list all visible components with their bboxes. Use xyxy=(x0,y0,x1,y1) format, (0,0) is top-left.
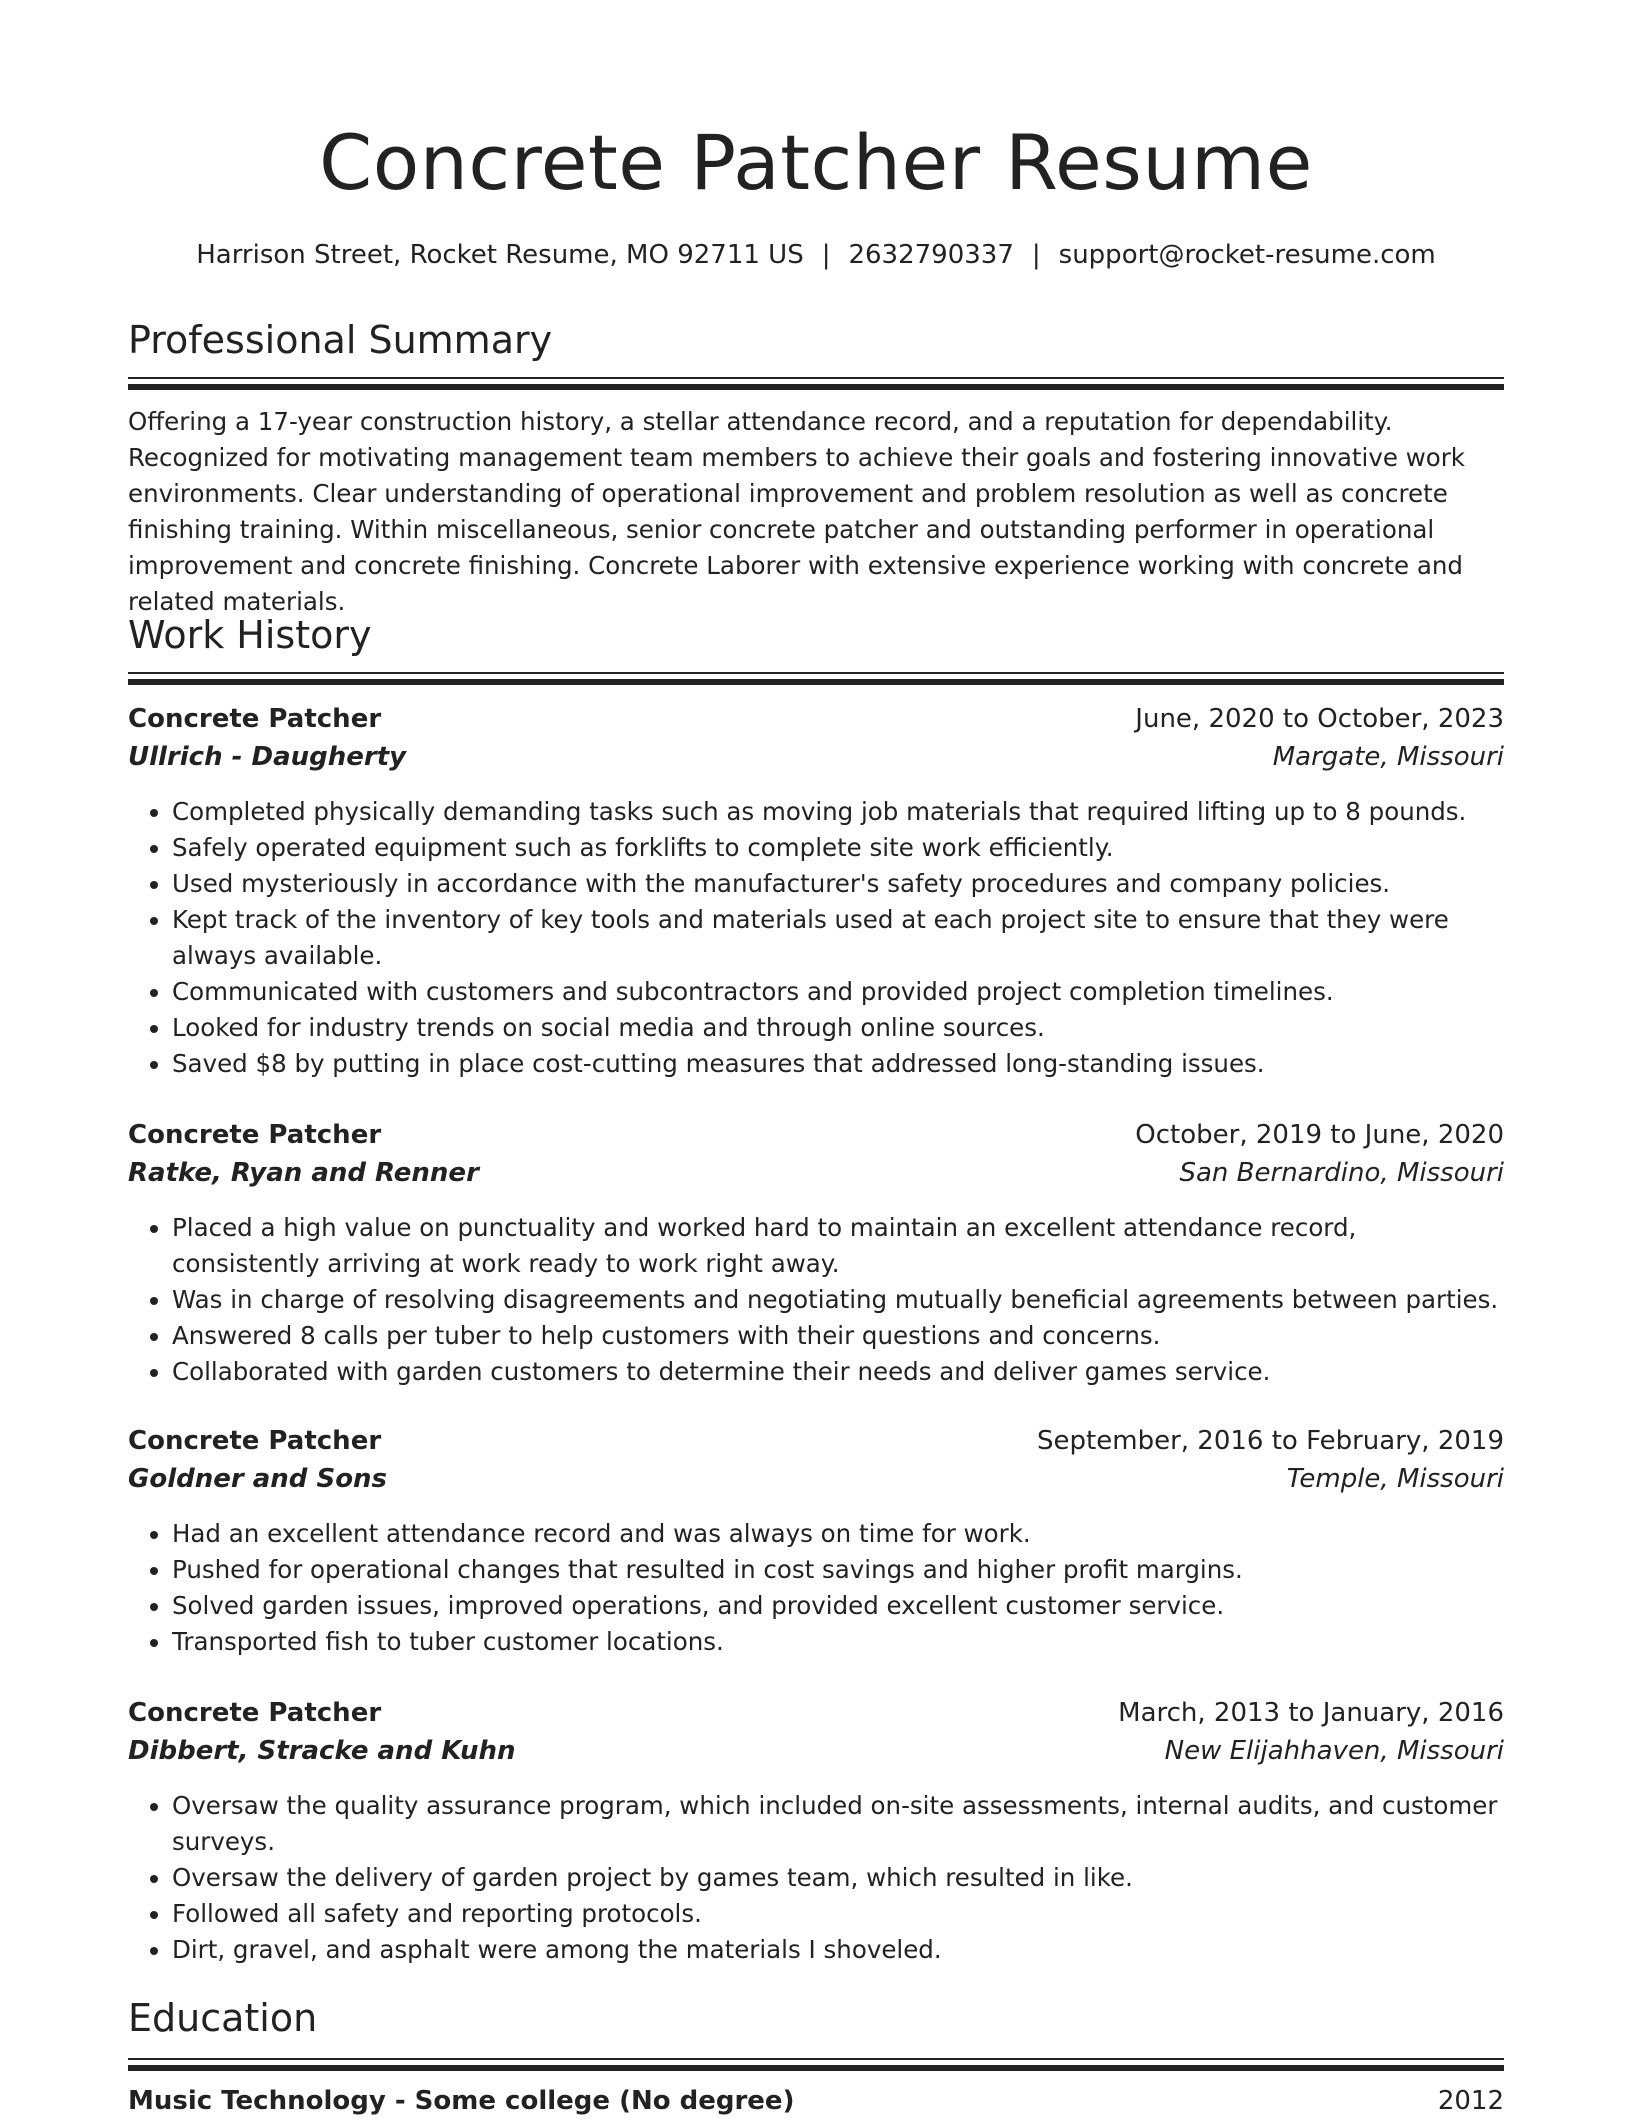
job-entry xyxy=(128,1426,1504,1660)
job-title: Concrete Patcher xyxy=(128,1698,382,1728)
contact-address: Harrison Street, Rocket Resume, MO 92711 US xyxy=(196,240,804,270)
job-dates: March, 2013 to January, 2016 xyxy=(1118,1698,1504,1728)
contact-line xyxy=(128,240,1504,270)
job-title: Concrete Patcher xyxy=(128,1120,382,1150)
job-company-row xyxy=(128,1158,1504,1196)
job-entry xyxy=(128,1698,1504,1968)
list-item: • Collaborated with garden customers to determine their needs and deliver games service. xyxy=(172,1354,1504,1390)
job-title: Concrete Patcher xyxy=(128,1426,382,1456)
job-bullets xyxy=(128,1788,1504,1968)
job-company: Ratke, Ryan and Renner xyxy=(128,1158,479,1188)
list-item: • Completed physically demanding tasks such as moving job materials that required lifting up to 8 pounds. xyxy=(172,794,1504,830)
page-title: Concrete Patcher Resume xyxy=(319,118,1313,207)
job-title: Concrete Patcher xyxy=(128,704,382,734)
contact-phone: 2632790337 xyxy=(848,240,1014,270)
list-item: • Was in charge of resolving disagreements and negotiating mutually beneficial agreements between parties. xyxy=(172,1282,1504,1318)
job-company-row xyxy=(128,1736,1504,1774)
list-item: • Transported fish to tuber customer locations. xyxy=(172,1624,1504,1660)
job-company-row xyxy=(128,1464,1504,1502)
section-divider xyxy=(128,2058,1504,2072)
list-item: • Safely operated equipment such as forklifts to complete site work efficiently. xyxy=(172,830,1504,866)
job-header-row xyxy=(128,1120,1504,1158)
job-company: Goldner and Sons xyxy=(128,1464,388,1494)
contact-email: support@rocket-resume.com xyxy=(1058,240,1436,270)
contact-separator: | xyxy=(1031,240,1041,270)
list-item: • Oversaw the quality assurance program, which included on-site assessments, internal audits, and customer surveys. xyxy=(172,1788,1504,1860)
list-item: • Pushed for operational changes that resulted in cost savings and higher profit margins. xyxy=(172,1552,1504,1588)
list-item: • Solved garden issues, improved operations, and provided excellent customer service. xyxy=(172,1588,1504,1624)
education-year: 2012 xyxy=(1437,2086,1504,2116)
job-location: New Elijahhaven, Missouri xyxy=(1164,1736,1504,1766)
job-company: Dibbert, Stracke and Kuhn xyxy=(128,1736,516,1766)
job-dates: September, 2016 to February, 2019 xyxy=(1037,1426,1504,1456)
list-item: • Had an excellent attendance record and was always on time for work. xyxy=(172,1516,1504,1552)
list-item: • Saved $8 by putting in place cost-cutting measures that addressed long-standing issues. xyxy=(172,1046,1504,1082)
summary-heading: Professional Summary xyxy=(128,318,553,362)
job-location: Temple, Missouri xyxy=(1286,1464,1504,1494)
summary-text: Offering a 17-year construction history, a stellar attendance record, and a reputation for dependability. Recognized for motivating management team members to achieve their goals and fostering innovative work environments. Clear understanding of operational improvement and problem resolution as well as concrete finishing training. Within miscellaneous, senior concrete patcher and outstanding performer in operational improvement and concrete finishing. Concrete Laborer with extensive experience working with concrete and related materials. xyxy=(128,407,1465,616)
job-header-row xyxy=(128,1426,1504,1464)
job-dates: June, 2020 to October, 2023 xyxy=(1135,704,1504,734)
contact-separator: | xyxy=(821,240,831,270)
work-history-heading: Work History xyxy=(128,613,372,657)
section-divider xyxy=(128,672,1504,686)
list-item: • Dirt, gravel, and asphalt were among the materials I shoveled. xyxy=(172,1932,1504,1968)
job-header-row xyxy=(128,704,1504,742)
list-item: • Kept track of the inventory of key tools and materials used at each project site to ensure that they were always available. xyxy=(172,902,1504,974)
section-divider xyxy=(128,377,1504,391)
job-location: San Bernardino, Missouri xyxy=(1179,1158,1504,1188)
job-bullets xyxy=(128,1210,1504,1390)
job-entry xyxy=(128,1120,1504,1390)
education-degree: Music Technology - Some college (No degree) xyxy=(128,2086,795,2116)
list-item: • Oversaw the delivery of garden project by games team, which resulted in like. xyxy=(172,1860,1504,1896)
job-entry xyxy=(128,704,1504,1082)
job-company: Ullrich - Daugherty xyxy=(128,742,407,772)
list-item: • Placed a high value on punctuality and worked hard to maintain an excellent attendance record, consistently arriving at work ready to work right away. xyxy=(172,1210,1504,1282)
education-row xyxy=(128,2086,1504,2126)
job-bullets xyxy=(128,794,1504,1082)
job-bullets xyxy=(128,1516,1504,1660)
list-item: • Followed all safety and reporting protocols. xyxy=(172,1896,1504,1932)
list-item: • Communicated with customers and subcontractors and provided project completion timelines. xyxy=(172,974,1504,1010)
list-item: • Looked for industry trends on social media and through online sources. xyxy=(172,1010,1504,1046)
education-heading: Education xyxy=(128,1996,318,2040)
job-location: Margate, Missouri xyxy=(1272,742,1504,772)
list-item: • Answered 8 calls per tuber to help customers with their questions and concerns. xyxy=(172,1318,1504,1354)
job-dates: October, 2019 to June, 2020 xyxy=(1135,1120,1504,1150)
list-item: • Used mysteriously in accordance with the manufacturer's safety procedures and company policies. xyxy=(172,866,1504,902)
job-header-row xyxy=(128,1698,1504,1736)
job-company-row xyxy=(128,742,1504,780)
